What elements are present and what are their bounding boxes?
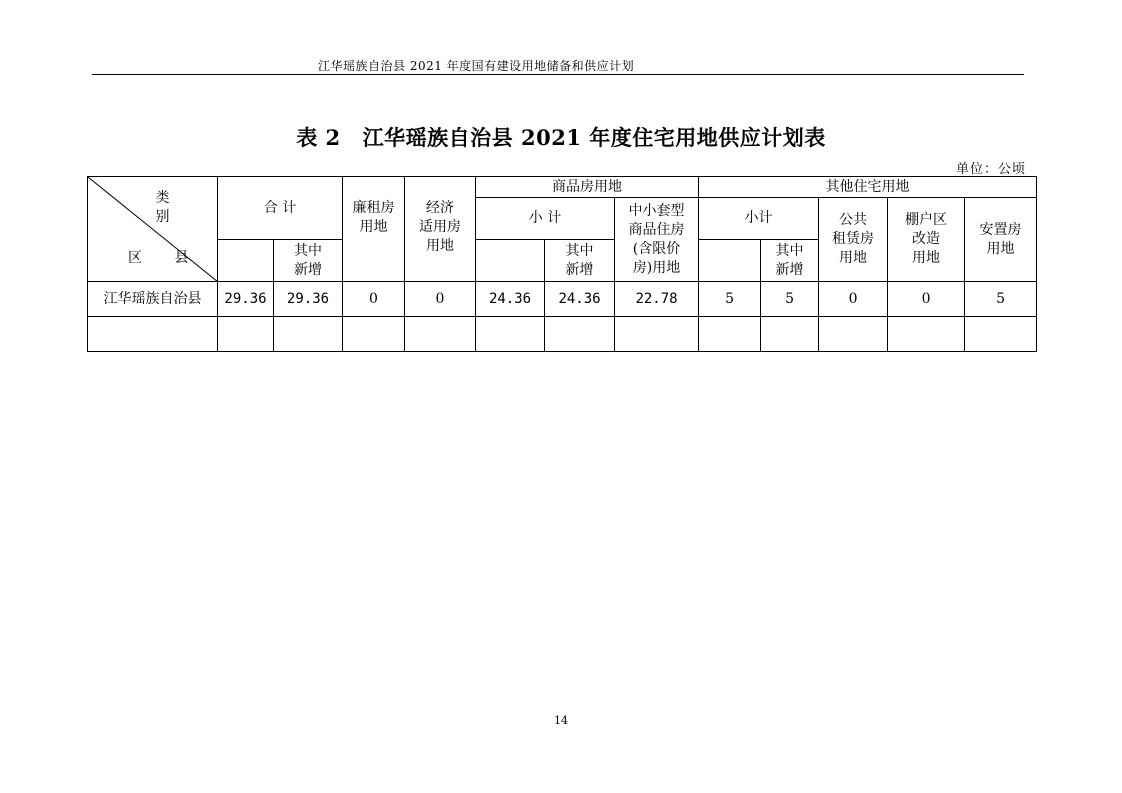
total-new-cell: 29.36 <box>274 282 343 317</box>
region-cell <box>88 317 218 352</box>
running-header: 江华瑶族自治县 2021 年度国有建设用地储备和供应计划 <box>318 59 635 73</box>
small-medium-cell: 22.78 <box>615 282 699 317</box>
commercial-subtotal-cell <box>476 317 545 352</box>
total-cell <box>218 317 274 352</box>
total-new-cell <box>274 317 343 352</box>
table-title <box>0 122 1122 152</box>
affordable-housing-header: 经济 适用房 用地 <box>405 177 476 282</box>
total-header: 合 计 <box>218 177 343 240</box>
total-cell: 29.36 <box>218 282 274 317</box>
commercial-subtotal-cell: 24.36 <box>476 282 545 317</box>
other-subtotal-header: 小计 <box>699 198 819 240</box>
commercial-housing-group-header: 商品房用地 <box>476 177 699 198</box>
shantytown-renovation-header: 棚户区 改造 用地 <box>888 198 965 282</box>
resettlement-housing-header: 安置房 用地 <box>965 198 1037 282</box>
commercial-subtotal-header: 小 计 <box>476 198 615 240</box>
table-row <box>88 282 1037 317</box>
low-rent-header: 廉租房 用地 <box>343 177 405 282</box>
affordable-cell: 0 <box>405 282 476 317</box>
public-rental-cell <box>819 317 888 352</box>
commercial-new-cell: 24.36 <box>545 282 615 317</box>
region-cell: 江华瑶族自治县 <box>88 282 218 317</box>
other-new-cell <box>761 317 819 352</box>
low-rent-cell <box>343 317 405 352</box>
commercial-new-header: 其中 新增 <box>545 240 615 282</box>
affordable-cell <box>405 317 476 352</box>
resettlement-cell <box>965 317 1037 352</box>
public-rental-header: 公共 租赁房 用地 <box>819 198 888 282</box>
table-number: 表 2 <box>296 125 341 150</box>
other-subtotal-cell: 5 <box>699 282 761 317</box>
other-new-header: 其中 新增 <box>761 240 819 282</box>
public-rental-cell: 0 <box>819 282 888 317</box>
resettlement-cell: 5 <box>965 282 1037 317</box>
commercial-new-cell <box>545 317 615 352</box>
table-row <box>88 317 1037 352</box>
shantytown-cell <box>888 317 965 352</box>
low-rent-cell: 0 <box>343 282 405 317</box>
table-title-text: 江华瑶族自治县 2021 年度住宅用地供应计划表 <box>362 125 826 150</box>
shantytown-cell: 0 <box>888 282 965 317</box>
unit-label: 单位：公顷 <box>955 162 1026 177</box>
small-medium-housing-header: 中小套型 商品住房 (含限价 房)用地 <box>615 198 699 282</box>
other-residential-group-header: 其他住宅用地 <box>699 177 1037 198</box>
category-label: 类 别 <box>155 190 190 225</box>
other-subtotal-cell <box>699 317 761 352</box>
small-medium-cell <box>615 317 699 352</box>
header-rule <box>92 74 1024 75</box>
corner-diagonal-header <box>88 177 218 282</box>
residential-land-supply-table <box>87 176 1037 352</box>
total-new-header: 其中 新增 <box>274 240 343 282</box>
other-new-cell: 5 <box>761 282 819 317</box>
page-number: 14 <box>554 714 568 727</box>
region-label: 区 县 <box>128 250 203 266</box>
